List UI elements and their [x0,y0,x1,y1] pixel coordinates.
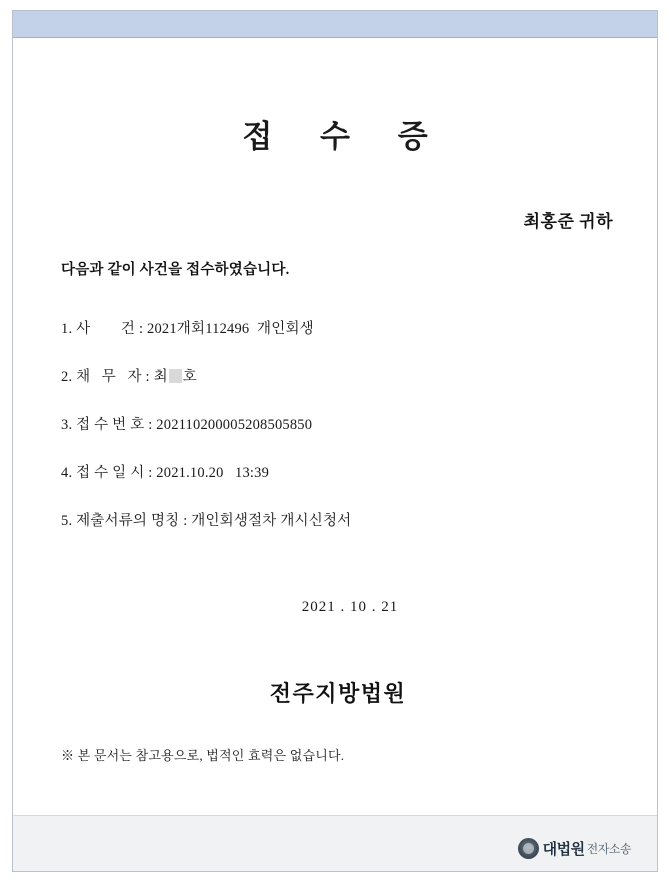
disclaimer-note: ※ 본 문서는 참고용으로, 법적인 효력은 없습니다. [61,748,345,763]
item-label-case: 1. 사 건 : [61,321,144,337]
court-emblem-icon [518,838,539,859]
item-label-debtor: 2. 채 무 자 : [61,369,150,385]
supreme-court-logo [518,838,631,859]
logo-sub-text: 전자소송 [586,842,631,856]
list-item [61,365,581,386]
lead-sentence: 다음과 같이 사건을 접수하였습니다. [61,262,290,278]
page-title: 접 수 증 [242,119,448,154]
recipient-name: 최홍준 귀하 [523,212,613,231]
item-label-receipt-no: 3. 접 수 번 호 : [61,417,153,433]
item-value-debtor-suffix: 호 [182,369,197,385]
receipt-document [12,10,658,872]
item-label-document-name: 5. 제출서류의 명칭 : [61,513,188,529]
item-label-receipt-datetime: 4. 접 수 일 시 : [61,465,153,481]
list-item [61,509,581,530]
item-value-receipt-datetime: 2021.10.20 13:39 [156,465,270,481]
list-item [61,413,581,434]
list-item [61,461,581,482]
document-top-band [13,11,657,38]
logo-main-text: 대법원 [542,841,585,858]
list-item [61,317,581,338]
item-value-case: 2021개회112496 개인회생 [147,321,314,337]
receipt-items [61,317,581,557]
issue-date: 2021 . 10 . 21 [301,599,399,615]
redaction-block [169,369,182,383]
item-value-document-name: 개인회생절차 개시신청서 [191,513,352,529]
item-value-debtor-prefix: 최 [153,369,168,385]
court-name: 전주지방법원 [269,681,407,706]
item-value-receipt-no: 202110200005208505850 [156,417,313,433]
